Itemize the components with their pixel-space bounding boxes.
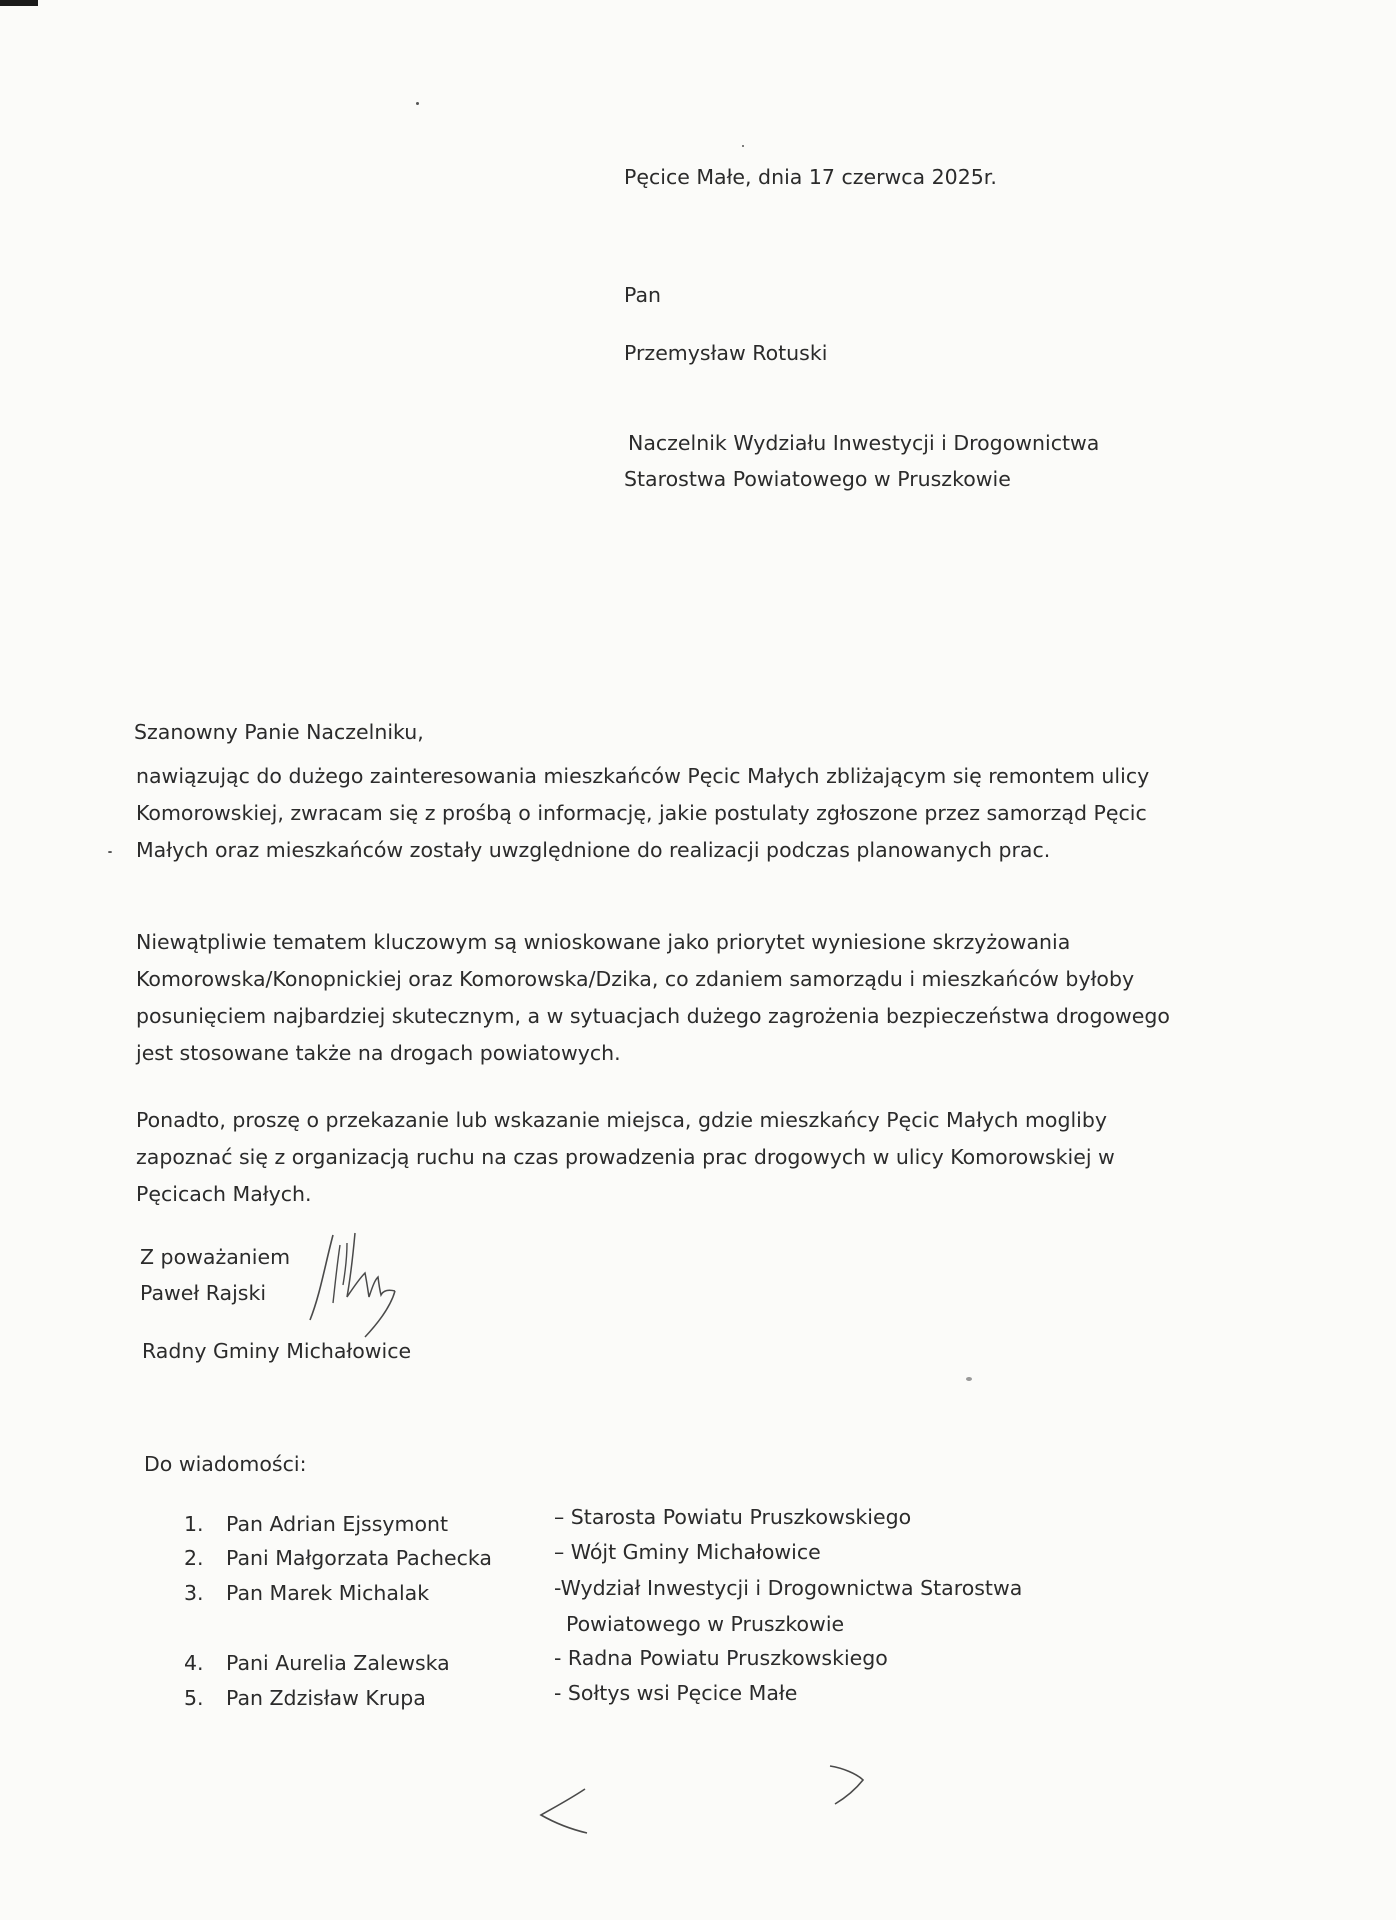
cc-item-name: Pan Adrian Ejssymont: [226, 1512, 449, 1536]
addressee-title: Pan: [624, 283, 661, 307]
paragraph-line: Komorowskiej, zwracam się z prośbą o informację, jakie postulaty zgłoszone przez samorząd Pęcic: [136, 801, 1147, 825]
cc-item-name: Pani Małgorzata Pachecka: [226, 1546, 492, 1570]
paragraph-line: zapoznać się z organizacją ruchu na czas prowadzenia prac drogowych w ulicy Komorowskiej w: [136, 1145, 1115, 1169]
cc-item-name: Pani Aurelia Zalewska: [226, 1651, 450, 1675]
addressee-position-line2: Starostwa Powiatowego w Pruszkowie: [624, 467, 1011, 491]
paragraph-line: Ponadto, proszę o przekazanie lub wskazanie miejsca, gdzie mieszkańcy Pęcic Małych mogliby: [136, 1108, 1108, 1132]
handwritten-signature: [295, 1225, 415, 1345]
cc-item-role: – Wójt Gminy Michałowice: [554, 1540, 821, 1564]
cc-item-number: 4.: [184, 1651, 204, 1675]
cc-item-role-continued: Powiatowego w Pruszkowie: [566, 1612, 845, 1636]
paragraph-line: jest stosowane także na drogach powiatowych.: [136, 1041, 621, 1065]
addressee-name: Przemysław Rotuski: [624, 341, 828, 365]
handwritten-bracket-left: [535, 1785, 595, 1840]
paragraph-line: Pęcicach Małych.: [136, 1182, 312, 1206]
cc-item-role: - Sołtys wsi Pęcice Małe: [554, 1681, 798, 1705]
paragraph-line: Małych oraz mieszkańców zostały uwzględnione do realizacji podczas planowanych prac.: [136, 838, 1051, 862]
scan-corner-mark: [0, 0, 38, 6]
cc-item-name: Pan Marek Michalak: [226, 1581, 430, 1605]
closing-name: Paweł Rajski: [140, 1281, 267, 1305]
body-paragraph-2: [136, 924, 1216, 1072]
paragraph-line: nawiązując do dużego zainteresowania mieszkańców Pęcic Małych zbliżającym się remontem ulicy: [136, 764, 1150, 788]
scan-speck: [108, 851, 112, 853]
cc-item-role: -Wydział Inwestycji i Drogownictwa Starostwa: [554, 1576, 1023, 1600]
cc-item-number: 1.: [184, 1512, 204, 1536]
handwritten-bracket-right: [825, 1760, 870, 1810]
scan-speck: [966, 1377, 972, 1381]
scan-speck: [742, 145, 744, 147]
cc-item-number: 3.: [184, 1581, 204, 1605]
salutation: Szanowny Panie Naczelniku,: [134, 720, 424, 744]
place-date: Pęcice Małe, dnia 17 czerwca 2025r.: [624, 165, 997, 189]
paragraph-line: Komorowska/Konopnickiej oraz Komorowska/Dzika, co zdaniem samorządu i mieszkańców byłoby: [136, 967, 1135, 991]
body-paragraph-1: [136, 758, 1216, 869]
closing-title: Radny Gminy Michałowice: [142, 1339, 412, 1363]
cc-item-role: - Radna Powiatu Pruszkowskiego: [554, 1646, 888, 1670]
cc-item-name: Pan Zdzisław Krupa: [226, 1686, 426, 1710]
scan-speck: [416, 102, 419, 105]
cc-item-number: 5.: [184, 1686, 204, 1710]
cc-item-number: 2.: [184, 1546, 204, 1570]
paragraph-line: posunięciem najbardziej skutecznym, a w sytuacjach dużego zagrożenia bezpieczeństwa drogowego: [136, 1004, 1170, 1028]
cc-item-role: – Starosta Powiatu Pruszkowskiego: [554, 1505, 912, 1529]
paragraph-line: Niewątpliwie tematem kluczowym są wnioskowane jako priorytet wyniesione skrzyżowania: [136, 930, 1071, 954]
closing-regards: Z poważaniem: [140, 1245, 291, 1269]
addressee-position-line1: Naczelnik Wydziału Inwestycji i Drogownictwa: [628, 431, 1100, 455]
cc-heading: Do wiadomości:: [144, 1452, 307, 1476]
body-paragraph-3: [136, 1102, 1216, 1213]
